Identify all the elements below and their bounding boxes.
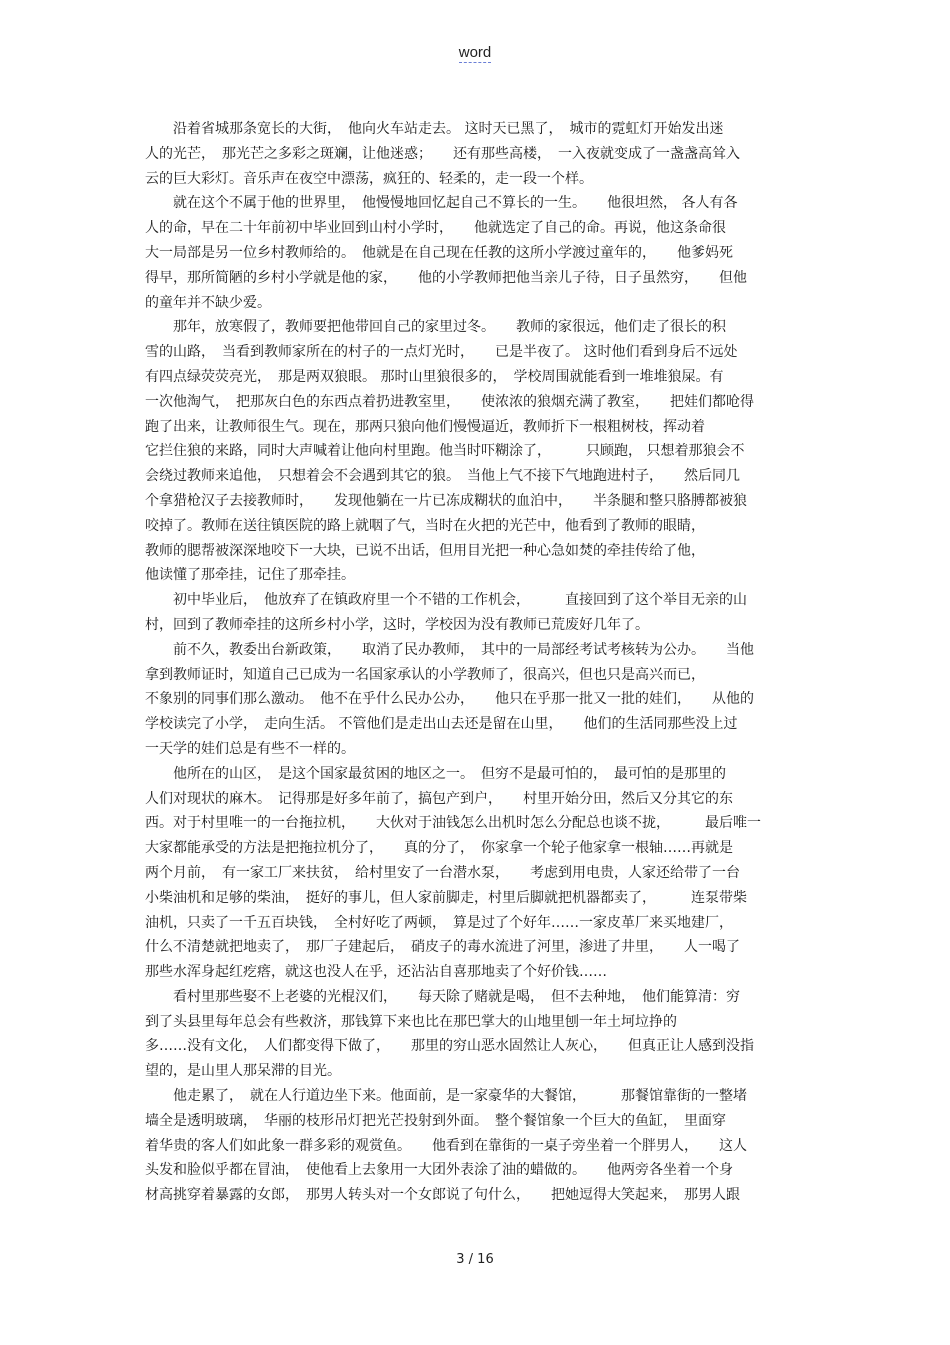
text-line: 沿着省城那条宽长的大街， 他向火车站走去。 这时天已黑了， 城市的霓虹灯开始发出迷	[145, 121, 724, 137]
text-line: 大一局部是另一位乡村教师给的。 他就是在自己现在任教的这所小学渡过童年的， 他爹妈死	[145, 244, 733, 261]
text-line: 着华贵的客人们如此象一群多彩的观赏鱼。 他看到在靠街的一桌子旁坐着一个胖男人， 这人	[145, 1137, 747, 1154]
text-line: 教师的腮帮被深深地咬下一大块，已说不出话，但用目光把一种心急如焚的牵挂传给了他，	[145, 542, 705, 559]
text-line: 的童年并不缺少爱。	[145, 294, 271, 311]
text-line: 西。对于村里唯一的一台拖拉机， 大伙对于油钱怎么出机时怎么分配总也谈不拢， 最后唯一	[145, 815, 761, 832]
text-line: 云的巨大彩灯。音乐声在夜空中漂荡，疯狂的、轻柔的，走一段一个样。	[145, 170, 593, 187]
text-line: 一次他淘气， 把那灰白色的东西点着扔进教室里， 使浓浓的狼烟充满了教室， 把娃们都呛得	[145, 393, 754, 410]
text-line: 学校读完了小学， 走向生活。 不管他们是走出山去还是留在山里， 他们的生活同那些没上过	[145, 716, 738, 733]
text-line: 看村里那些娶不上老婆的光棍汉们， 每天除了赌就是喝， 但不去种地， 他们能算清：穷	[145, 988, 740, 1005]
paragraph	[145, 762, 805, 985]
text-line: 就在这个不属于他的世界里， 他慢慢地回忆起自己不算长的一生。 他很坦然， 各人有各	[145, 195, 738, 212]
text-line: 头发和脸似乎都在冒油， 使他看上去象用一大团外表涂了油的蜡做的。 他两旁各坐着一个身	[145, 1162, 733, 1179]
header-title: word	[458, 44, 492, 61]
text-line: 油机，只卖了一千五百块钱， 全村好吃了两顿， 算是过了个好年……一家皮革厂来买地建厂，	[145, 914, 733, 931]
text-line: 拿到教师证时，知道自己已成为一名国家承认的小学教师了，很高兴，但也只是高兴而已，	[145, 666, 705, 683]
paragraph	[145, 588, 805, 638]
paragraph	[145, 638, 805, 762]
text-line: 有四点绿荧荧亮光， 那是两双狼眼。 那时山里狼很多的， 学校周围就能看到一堆堆狼屎。有	[145, 368, 724, 385]
page-number: 3 / 16	[456, 1252, 494, 1267]
text-line: 跑了出来，让教师很生气。现在，那两只狼向他们慢慢逼近，教师折下一根粗树枝，挥动着	[145, 418, 705, 435]
text-line: 人的光芒， 那光芒之多彩之斑斓，让他迷惑； 还有那些高楼， 一入夜就变成了一盏盏高耸入	[145, 145, 740, 162]
paragraph	[145, 191, 805, 315]
text-line: 村，回到了教师牵挂的这所乡村小学，这时，学校因为没有教师已荒废好几年了。	[145, 616, 649, 633]
text-line: 多……没有文化， 人们都变得下做了， 那里的穷山恶水固然让人灰心， 但真正让人感到没指	[145, 1038, 754, 1055]
paragraph	[145, 985, 805, 1084]
text-line: 他走累了， 就在人行道边坐下来。他面前，是一家豪华的大餐馆， 那餐馆靠街的一整堵	[145, 1088, 747, 1105]
text-line: 个拿猎枪汉子去接教师时， 发现他躺在一片已冻成糊状的血泊中， 半条腿和整只胳膊都被狼	[145, 492, 747, 509]
document-body	[145, 117, 805, 1208]
text-line: 一天学的娃们总是有些不一样的。	[145, 740, 355, 757]
text-line: 初中毕业后， 他放弃了在镇政府里一个不错的工作机会， 直接回到了这个举目无亲的山	[145, 592, 747, 609]
text-line: 前不久，教委出台新政策， 取消了民办教师， 其中的一局部经考试考核转为公办。 当他	[145, 641, 754, 658]
page-header	[0, 44, 950, 61]
text-line: 小柴油机和足够的柴油， 挺好的事儿，但人家前脚走，村里后脚就把机器都卖了， 连泵带柴	[145, 889, 747, 906]
text-line: 那些水浑身起红疙瘩，就这也没人在乎，还沾沾自喜那地卖了个好价钱……	[145, 964, 607, 981]
text-line: 到了头县里每年总会有些救济，那钱算下来也比在那巴掌大的山地里刨一年土坷垃挣的	[145, 1013, 677, 1030]
text-line: 两个月前， 有一家工厂来扶贫， 给村里安了一台潜水泵， 考虑到用电贵，人家还给带了一台	[145, 864, 740, 881]
text-line: 什么不清楚就把地卖了， 那厂子建起后， 硝皮子的毒水流进了河里，渗进了井里， 人一喝了	[145, 939, 740, 956]
text-line: 那年，放寒假了，教师要把他带回自己的家里过冬。 教师的家很远，他们走了很长的积	[145, 319, 726, 336]
text-line: 得早，那所简陋的乡村小学就是他的家， 他的小学教师把他当亲儿子待，日子虽然穷， 但他	[145, 269, 747, 286]
text-line: 他读懂了那牵挂，记住了那牵挂。	[145, 567, 355, 584]
paragraph	[145, 117, 805, 191]
text-line: 人的命，早在二十年前初中毕业回到山村小学时， 他就选定了自己的命。再说，他这条命很	[145, 220, 726, 237]
text-line: 材高挑穿着暴露的女郎， 那男人转头对一个女郎说了句什么， 把她逗得大笑起来， 那男人跟	[145, 1187, 740, 1204]
text-line: 它拦住狼的来路，同时大声喊着让他向村里跑。他当时吓糊涂了， 只顾跑， 只想着那狼会不	[145, 443, 745, 460]
text-line: 雪的山路， 当看到教师家所在的村子的一点灯光时， 已是半夜了。 这时他们看到身后不远处	[145, 344, 738, 361]
text-line: 会绕过教师来追他， 只想着会不会遇到其它的狼。 当他上气不接下气地跑进村子， 然后同几	[145, 468, 740, 485]
text-line: 不象别的同事们那么激动。 他不在乎什么民办公办， 他只在乎那一批又一批的娃们， 从他的	[145, 691, 754, 708]
text-line: 墙全是透明玻璃， 华丽的枝形吊灯把光芒投射到外面。 整个餐馆象一个巨大的鱼缸， 里面穿	[145, 1112, 726, 1129]
paragraph	[145, 1084, 805, 1208]
paragraph	[145, 315, 805, 588]
text-line: 人们对现状的麻木。 记得那是好多年前了，搞包产到户， 村里开始分田，然后又分其它的东	[145, 790, 733, 807]
text-line: 他所在的山区， 是这个国家最贫困的地区之一。 但穷不是最可怕的， 最可怕的是那里的	[145, 765, 726, 782]
text-line: 大家都能承受的方法是把拖拉机分了， 真的分了， 你家拿一个轮子他家拿一根轴……再就是	[145, 840, 733, 857]
text-line: 咬掉了。教师在送往镇医院的路上就咽了气，当时在火把的光芒中，他看到了教师的眼睛，	[145, 517, 705, 534]
text-line: 望的，是山里人那呆滞的目光。	[145, 1063, 341, 1080]
